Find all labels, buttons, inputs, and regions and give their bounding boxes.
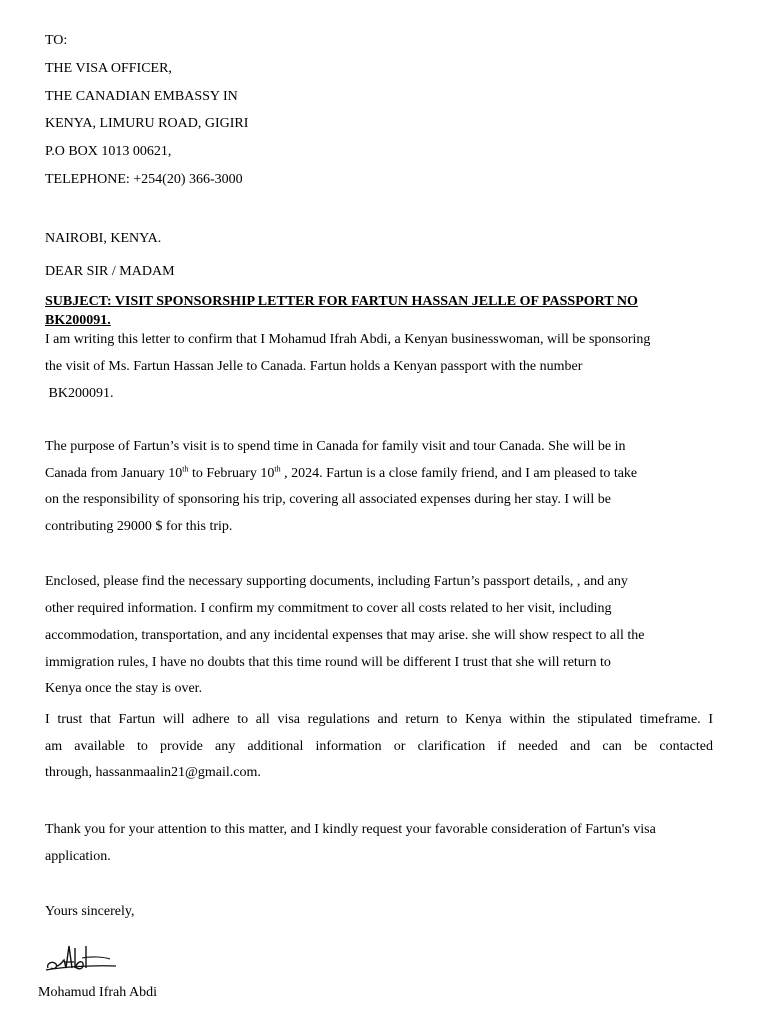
para3-line-3: accommodation, transportation, and any incidental expenses that may arise. she will show respect to all the — [45, 628, 645, 643]
para3-line-2: other required information. I confirm my commitment to cover all costs related to her visit, including — [45, 601, 612, 616]
recipient-city: NAIROBI, KENYA. — [45, 231, 162, 246]
para2-line-3: on the responsibility of sponsoring his trip, covering all associated expenses during her stay. I will be — [45, 492, 611, 507]
para4-line-2: am available to provide any additional information or clarification if needed and can be contacted — [45, 739, 713, 754]
to-label: TO: — [45, 33, 68, 48]
salutation: DEAR SIR / MADAM — [45, 264, 175, 279]
subject-line-2: BK200091. — [45, 313, 111, 328]
para4-line-1: I trust that Fartun will adhere to all visa regulations and return to Kenya within the stipulated timeframe. I — [45, 712, 713, 727]
para2-line-2 — [45, 466, 637, 482]
para2-text-b: to February 10 — [188, 466, 275, 481]
recipient-line-4: P.O BOX 1013 00621, — [45, 144, 172, 159]
ordinal-suffix: th — [274, 464, 281, 474]
para2-text-c: , 2024. Fartun is a close family friend, and I am pleased to take — [280, 466, 638, 481]
para2-line-4: contributing 29000 $ for this trip. — [45, 519, 233, 534]
para2-line-1: The purpose of Fartun’s visit is to spend time in Canada for family visit and tour Canada. She will be in — [45, 439, 626, 454]
recipient-line-1: THE VISA OFFICER, — [45, 61, 172, 76]
subject-line-1: SUBJECT: VISIT SPONSORSHIP LETTER FOR FARTUN HASSAN JELLE OF PASSPORT NO — [45, 294, 638, 309]
para2-text-a: Canada from January 10 — [45, 466, 183, 481]
para3-line-4: immigration rules, I have no doubts that this time round will be different I trust that she will return to — [45, 655, 611, 670]
para1-line-3: BK200091. — [45, 386, 114, 401]
closing: Yours sincerely, — [45, 904, 135, 919]
recipient-line-2: THE CANADIAN EMBASSY IN — [45, 89, 238, 104]
para5-line-1: Thank you for your attention to this matter, and I kindly request your favorable consideration of Fartun's visa — [45, 822, 656, 837]
para1-line-1: I am writing this letter to confirm that I Mohamud Ifrah Abdi, a Kenyan businesswoman, will be sponsoring — [45, 332, 651, 347]
para3-line-5: Kenya once the stay is over. — [45, 681, 203, 696]
recipient-line-5: TELEPHONE: +254(20) 366-3000 — [45, 172, 243, 187]
para1-line-2: the visit of Ms. Fartun Hassan Jelle to Canada. Fartun holds a Kenyan passport with the number — [45, 359, 583, 374]
para5-line-2: application. — [45, 849, 111, 864]
signature-image — [42, 940, 118, 976]
para4-line-3: through, hassanmaalin21@gmail.com. — [45, 765, 261, 780]
ordinal-suffix: th — [182, 464, 189, 474]
recipient-line-3: KENYA, LIMURU ROAD, GIGIRI — [45, 116, 249, 131]
para3-line-1: Enclosed, please find the necessary supporting documents, including Fartun’s passport details, , and any — [45, 574, 628, 589]
signatory-name: Mohamud Ifrah Abdi — [38, 985, 157, 1000]
